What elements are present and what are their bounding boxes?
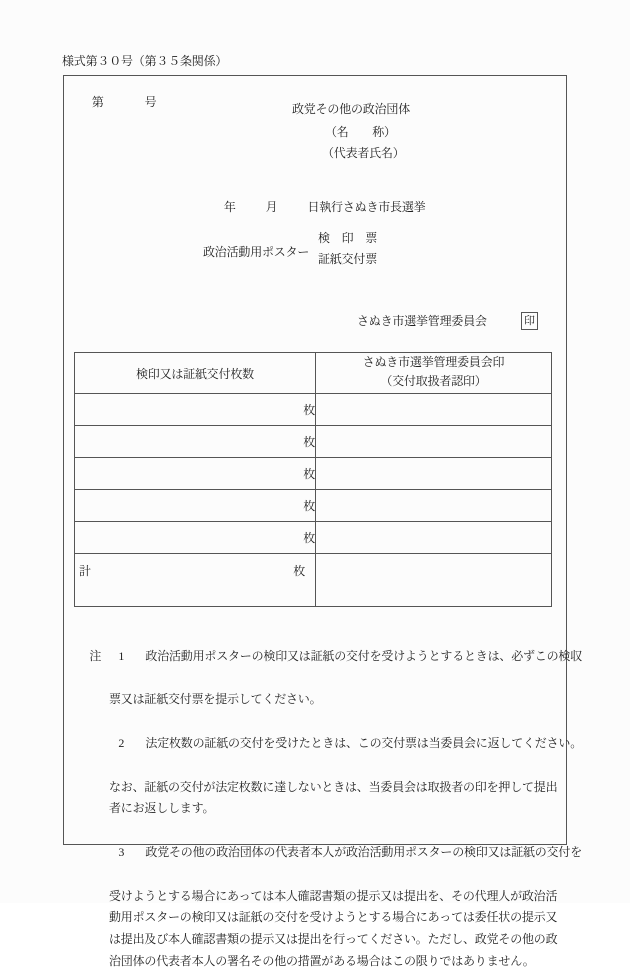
year-label: 年 xyxy=(223,200,236,214)
note-number: 2 xyxy=(118,735,125,750)
issue-count-table xyxy=(74,352,552,607)
stamp-area-cell xyxy=(316,458,552,490)
table-row xyxy=(75,490,552,522)
certificate-ticket-label: 証紙交付票 xyxy=(318,252,378,266)
note-line: 受けようとする場合にあっては本人確認書類の提示又は提出を、その代理人が政治活 xyxy=(109,888,558,903)
header-count-column: 検印又は証紙交付枚数 xyxy=(75,353,316,394)
note-text: 政治活動用ポスターの検印又は証紙の交付を受けようとするときは、必ずこの検収 xyxy=(145,648,583,663)
representative-name-label: （代表者氏名） xyxy=(322,146,405,160)
table-row xyxy=(75,458,552,490)
poster-label: 政治活動用ポスター xyxy=(203,245,310,259)
note-line: 治団体の代表者本人の署名その他の措置がある場合はこの限りではありません。 xyxy=(109,953,535,968)
table-row xyxy=(75,522,552,554)
note-line: 動用ポスターの検印又は証紙の交付を受けようとする場合にあっては委任状の提示又 xyxy=(109,910,558,925)
form-border-box xyxy=(63,75,583,968)
count-cell: 枚 xyxy=(75,522,316,554)
form-style-number: 様式第３０号（第３５条関係） xyxy=(62,54,228,68)
note-line xyxy=(96,820,583,885)
stamp-area-cell xyxy=(316,554,552,607)
stamp-area-cell xyxy=(316,394,552,426)
note-line: は提出及び本人確認書類の提示又は提出を行ってください。ただし、政党その他の政 xyxy=(109,932,558,947)
note-line: なお、証紙の交付が法定枚数に達しないときは、当委員会は取扱者の印を押して提出 xyxy=(109,779,558,794)
seal-box xyxy=(521,312,538,330)
table-row xyxy=(75,394,552,426)
stamp-area-cell xyxy=(316,426,552,458)
note-text: 法定枚数の証紙の交付を受けたときは、この交付票は当委員会に返してください。 xyxy=(145,735,583,750)
count-cell: 枚 xyxy=(75,426,316,458)
document-number-suffix: 号 xyxy=(144,95,157,109)
document-number-prefix: 第 xyxy=(91,95,104,109)
count-cell: 枚 xyxy=(75,490,316,522)
header-seal-line2: （交付取扱者認印） xyxy=(380,373,487,388)
note-line: 者にお返しします。 xyxy=(109,801,215,816)
party-heading: 政党その他の政治団体 xyxy=(292,102,411,116)
note-line xyxy=(96,711,583,776)
header-seal-column xyxy=(316,353,552,394)
stamp-area-cell xyxy=(316,490,552,522)
document-number-line xyxy=(75,81,156,123)
note-text: 政党その他の政治団体の代表者本人が政治活動用ポスターの検印又は証紙の交付を xyxy=(145,844,583,859)
note-line xyxy=(67,624,583,689)
inspection-ticket-label: 検 印 票 xyxy=(318,231,378,245)
table-header-row xyxy=(75,353,552,394)
notes-marker: 注 xyxy=(89,648,102,663)
count-cell: 枚 xyxy=(75,394,316,426)
party-name-label: （名 称） xyxy=(325,125,396,139)
table-total-row xyxy=(75,554,552,607)
stamp-area-cell xyxy=(316,522,552,554)
table-row xyxy=(75,426,552,458)
total-label: 計 xyxy=(79,564,91,578)
election-date-line xyxy=(207,186,425,228)
note-number: 3 xyxy=(118,844,125,859)
election-name-label: 日執行さぬき市長選挙 xyxy=(307,200,426,214)
total-unit: 枚 xyxy=(293,564,305,578)
note-line: 票又は証紙交付票を提示してください。 xyxy=(109,692,322,707)
commission-name: さぬき市選挙管理委員会 xyxy=(357,314,487,328)
total-count-cell xyxy=(75,554,316,607)
count-cell: 枚 xyxy=(75,458,316,490)
notes-section xyxy=(64,624,583,973)
seal-character: 印 xyxy=(524,315,535,327)
header-seal-line1: さぬき市選挙管理委員会印 xyxy=(362,355,505,369)
note-number: 1 xyxy=(118,648,125,663)
month-label: 月 xyxy=(265,200,278,214)
